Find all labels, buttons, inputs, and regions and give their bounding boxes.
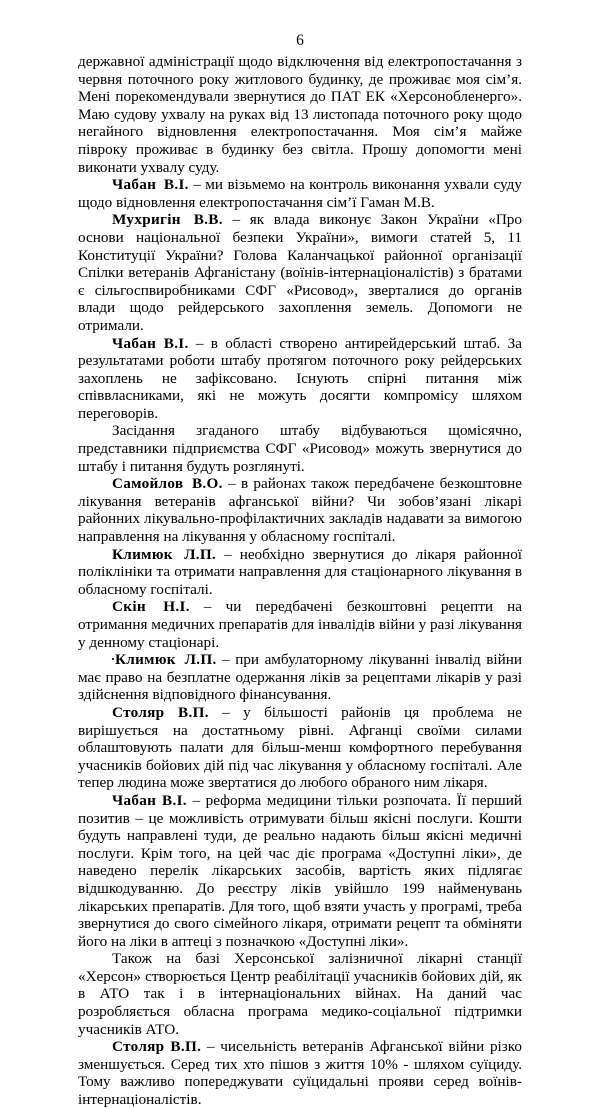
paragraph-text: державної адміністрації щодо відключення від електропостачання з червня поточного року житлового будинку, де проживає моя сім’я. Мені порекомендували звернутися до ПАТ ЕК «Херсонобленерго». Маю судову ухвалу на руках від 13 листопада поточного року щодо негайного відновлення електропостачання. Моя сім’я майже півроку проживає в будинку без світла. Прошу допомогти мені виконати ухвалу суду.: [78, 53, 522, 176]
speaker-name: Скін Н.І.: [112, 598, 190, 616]
speaker-name: Чабан В.І.: [112, 334, 189, 352]
paragraph: [78, 651, 522, 704]
paragraph: [78, 475, 522, 545]
speaker-name: Климюк Л.П.: [112, 545, 217, 563]
scan-artifact-dot: [112, 658, 114, 660]
paragraph-text: Засідання згаданого штабу відбуваються щомісячно, представники підприємства СФГ «Рисовод» можуть звернутися до штабу і питання будуть розглянуті.: [78, 422, 522, 475]
page-number: 6: [296, 32, 304, 49]
paragraph-text: – ми візьмемо на контроль виконання ухвали суду щодо відновлення електропостачання сім’ї Гаман М.В.: [78, 176, 522, 211]
speaker-name: Самойлов В.О.: [112, 475, 223, 493]
speaker-name: Столяр В.П.: [112, 703, 209, 721]
paragraph-text: – необхідно звернутися до лікаря районної поліклініки та отримати направлення для стаціонарного лікування в обласному госпіталі.: [78, 545, 523, 598]
paragraph-text: – чи передбачені безкоштовні рецепти на отримання медичних препаратів для інвалідів війни у разі лікування у денному стаціонарі.: [78, 598, 522, 651]
paragraph-text: – в області створено антирейдерський штаб. За результатами роботи штабу протягом поточного року рейдерських захоплень не зафіксовано. Існують спірні питання між співвласниками, які не можуть досягти компромісу шляхом переговорів.: [78, 334, 522, 422]
paragraph-text: – в районах також передбачене безкоштовне лікування ветеранів афганської війни? Чи зобов’язані лікарі районних лікувально-профілактичних закладів надавати за вимогою направлення на лікування у обласному госпіталі.: [78, 475, 522, 546]
paragraph: [78, 704, 522, 792]
paragraph-text: Також на базі Херсонської залізничної лікарні станції «Херсон» створюється Центр реабілітації учасників бойових дій, як в АТО так і в інтернаціональних війнах. На даний час розробляється обласна програма медико-соціальної підтримки учасників АТО.: [78, 950, 522, 1038]
paragraph-text: – реформа медицини тільки розпочата. Її перший позитив – це можливість отримувати більш якісні послуги. Кошти будуть направлені туди, де реально надають більш якісні медичні послуги. Крім того, на цей час діє програма «Доступні ліки», де наведено перелік лікарських засобів, вартість яких підлягає відшкодуванню. До реєстру ліків увійшло 199 найменувань лікарських препаратів. Для того, щоб взяти участь у програмі, треба звернутися до свого сімейного лікаря, отримати рецепт та обміняти його на ліки в аптеці з позначкою «Доступні ліки».: [78, 791, 522, 950]
paragraph: [78, 598, 522, 651]
paragraph: [78, 546, 522, 599]
paragraph: [78, 792, 522, 950]
speaker-name: Мухригін В.В.: [112, 211, 223, 229]
paragraph: [78, 950, 522, 1038]
paragraph: [78, 422, 522, 475]
paragraph-text: – при амбулаторному лікуванні інвалід війни має право на безплатне одержання ліків за рецептами лікарів у разі здійснення відповідного фінансування.: [78, 651, 522, 704]
paragraph: [78, 335, 522, 423]
paragraph: [78, 1038, 522, 1108]
speaker-name: Чабан В.І.: [112, 791, 187, 809]
paragraph: [78, 211, 522, 334]
paragraph-text: – як влада виконує Закон України «Про основи національної безпеки України», вимоги статей 5, 11 Конституції України? Голова Каланчацької районної організації Спілки ветеранів Афганістану (воїнів-інтернаціоналістів) з братами є сільгоспвиробниками СФГ «Рисовод», зверталися до органів влади щодо рейдерського захоплення земель. Допомоги не отримали.: [78, 211, 522, 334]
speaker-name: Климюк Л.П.: [115, 651, 217, 669]
paragraph: [78, 53, 522, 176]
paragraph-text: – чисельність ветеранів Афганської війни різко зменшується. Серед тих хто пішов з життя 10% - шляхом суїциду. Тому важливо попереджувати суїцидальні прояви серед воїнів-інтернаціоналістів.: [78, 1038, 522, 1109]
speaker-name: Чабан В.І.: [112, 176, 189, 194]
speaker-name: Столяр В.П.: [112, 1038, 202, 1056]
paragraph: [78, 176, 522, 211]
paragraph-text: – у більшості районів ця проблема не вирішується на достатньому рівні. Афганці своїми силами облаштовують палати для більш-менш комфортного перебування учасників бойових дій під час лікування у обласному госпіталі. Але тепер людина може звертатися до любого обраного ним лікаря.: [78, 703, 522, 792]
document-body: [78, 53, 522, 1109]
